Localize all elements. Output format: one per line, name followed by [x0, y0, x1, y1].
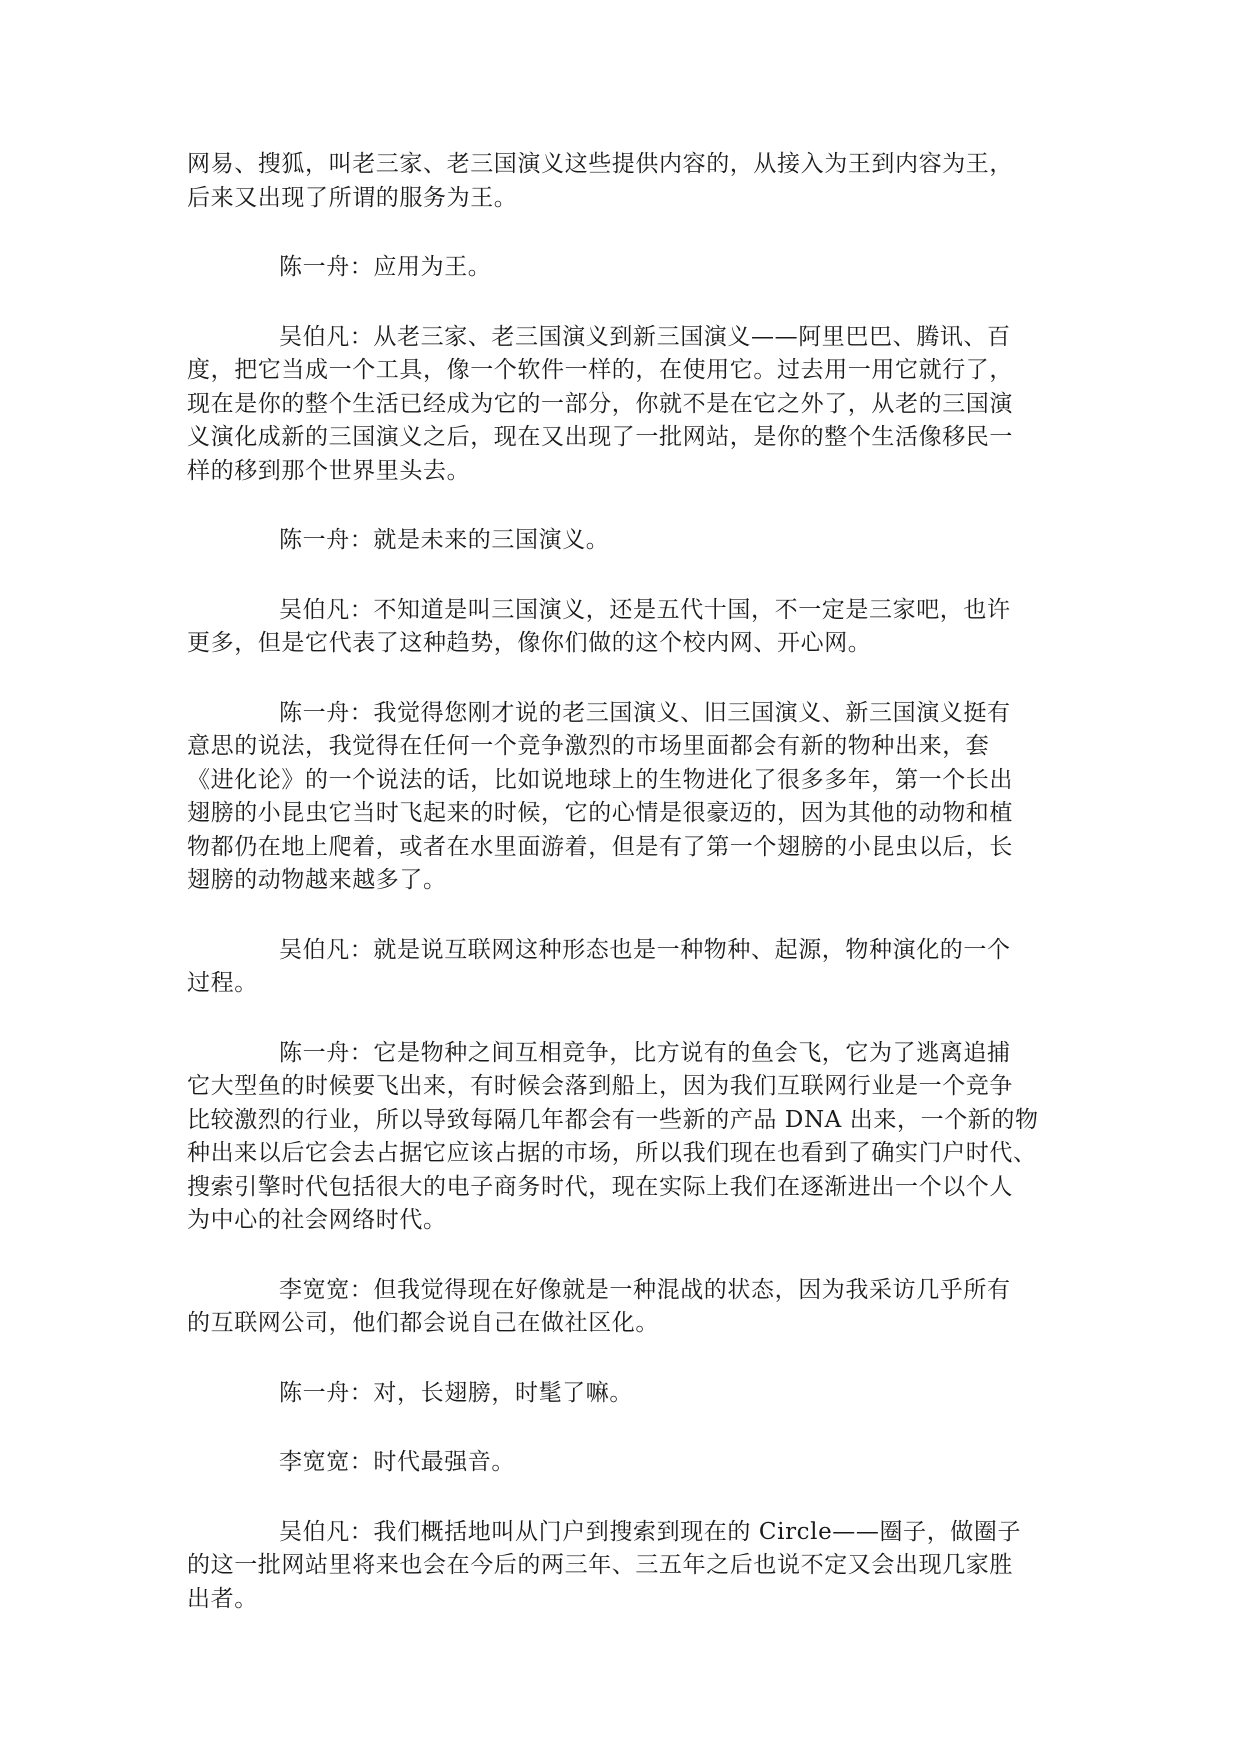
text-line: 网易、搜狐，叫老三家、老三国演义这些提供内容的，从接入为王到内容为王，: [187, 151, 1013, 177]
text-line: 为中心的社会网络时代。: [187, 1207, 447, 1233]
text-line: 义演化成新的三国演义之后，现在又出现了一批网站，是你的整个生活像移民一: [187, 424, 1013, 450]
text-line: 过程。: [187, 970, 258, 996]
paragraph-3: [187, 321, 1055, 489]
paragraph-1: [187, 148, 1055, 215]
text-line: 李宽宽：时代最强音。: [279, 1449, 515, 1475]
text-line: 李宽宽：但我觉得现在好像就是一种混战的状态，因为我采访几乎所有: [279, 1276, 1011, 1303]
text-line: 度，把它当成一个工具，像一个软件一样的，在使用它。过去用一用它就行了，: [187, 357, 1013, 383]
text-line: 搜索引擎时代包括很大的电子商务时代，现在实际上我们在逐渐进出一个以个人: [187, 1173, 1013, 1200]
paragraph-9: [187, 1274, 1055, 1341]
paragraph-12: [187, 1516, 1055, 1617]
text-line: 种出来以后它会去占据它应该占据的市场，所以我们现在也看到了确实门户时代、: [187, 1140, 1037, 1166]
paragraph-2: [187, 251, 1055, 285]
text-line: 陈一舟：对，长翅膀，时髦了嘛。: [279, 1379, 633, 1406]
text-line: 更多，但是它代表了这种趋势，像你们做的这个校内网、开心网。: [187, 630, 872, 656]
text-line: 翅膀的动物越来越多了。: [187, 867, 447, 893]
paragraph-5: [187, 594, 1055, 661]
document-body: [187, 148, 1055, 1652]
text-line: 吴伯凡：就是说互联网这种形态也是一种物种、起源，物种演化的一个: [279, 936, 1011, 963]
paragraph-11: [187, 1446, 1055, 1480]
text-line: 的互联网公司，他们都会说自己在做社区化。: [187, 1310, 659, 1336]
text-line: 比较激烈的行业，所以导致每隔几年都会有一些新的产品 DNA 出来，一个新的物: [187, 1106, 1039, 1133]
text-line: 陈一舟：就是未来的三国演义。: [279, 527, 610, 553]
text-line: 物都仍在地上爬着，或者在水里面游着，但是有了第一个翅膀的小昆虫以后，长: [187, 833, 1013, 860]
paragraph-10: [187, 1377, 1055, 1411]
text-line: 《进化论》的一个说法的话，比如说地球上的生物进化了很多多年，第一个长出: [187, 766, 1013, 793]
text-line: 陈一舟：它是物种之间互相竞争，比方说有的鱼会飞，它为了逃离追捕: [279, 1039, 1011, 1066]
text-line: 它大型鱼的时候要飞出来，有时候会落到船上，因为我们互联网行业是一个竞争: [187, 1073, 1013, 1099]
text-line: 现在是你的整个生活已经成为它的一部分，你就不是在它之外了，从老的三国演: [187, 390, 1013, 417]
text-line: 吴伯凡：我们概括地叫从门户到搜索到现在的 Circle——圈子，做圈子: [279, 1518, 1022, 1545]
text-line: 出者。: [187, 1585, 258, 1612]
paragraph-6: [187, 697, 1055, 898]
text-line: 后来又出现了所谓的服务为王。: [187, 184, 518, 211]
text-line: 陈一舟：我觉得您刚才说的老三国演义、旧三国演义、新三国演义挺有: [279, 699, 1011, 726]
text-line: 吴伯凡：不知道是叫三国演义，还是五代十国，不一定是三家吧，也许: [279, 596, 1011, 623]
text-line: 的这一批网站里将来也会在今后的两三年、三五年之后也说不定又会出现几家胜: [187, 1552, 1013, 1578]
paragraph-4: [187, 524, 1055, 558]
text-line: 翅膀的小昆虫它当时飞起来的时候，它的心情是很豪迈的，因为其他的动物和植: [187, 800, 1013, 826]
paragraph-8: [187, 1037, 1055, 1238]
text-line: 吴伯凡：从老三家、老三国演义到新三国演义——阿里巴巴、腾讯、百: [279, 323, 1011, 350]
paragraph-7: [187, 934, 1055, 1001]
text-line: 样的移到那个世界里头去。: [187, 457, 471, 484]
text-line: 陈一舟：应用为王。: [279, 254, 492, 280]
text-line: 意思的说法，我觉得在任何一个竞争激烈的市场里面都会有新的物种出来，套: [187, 733, 990, 759]
